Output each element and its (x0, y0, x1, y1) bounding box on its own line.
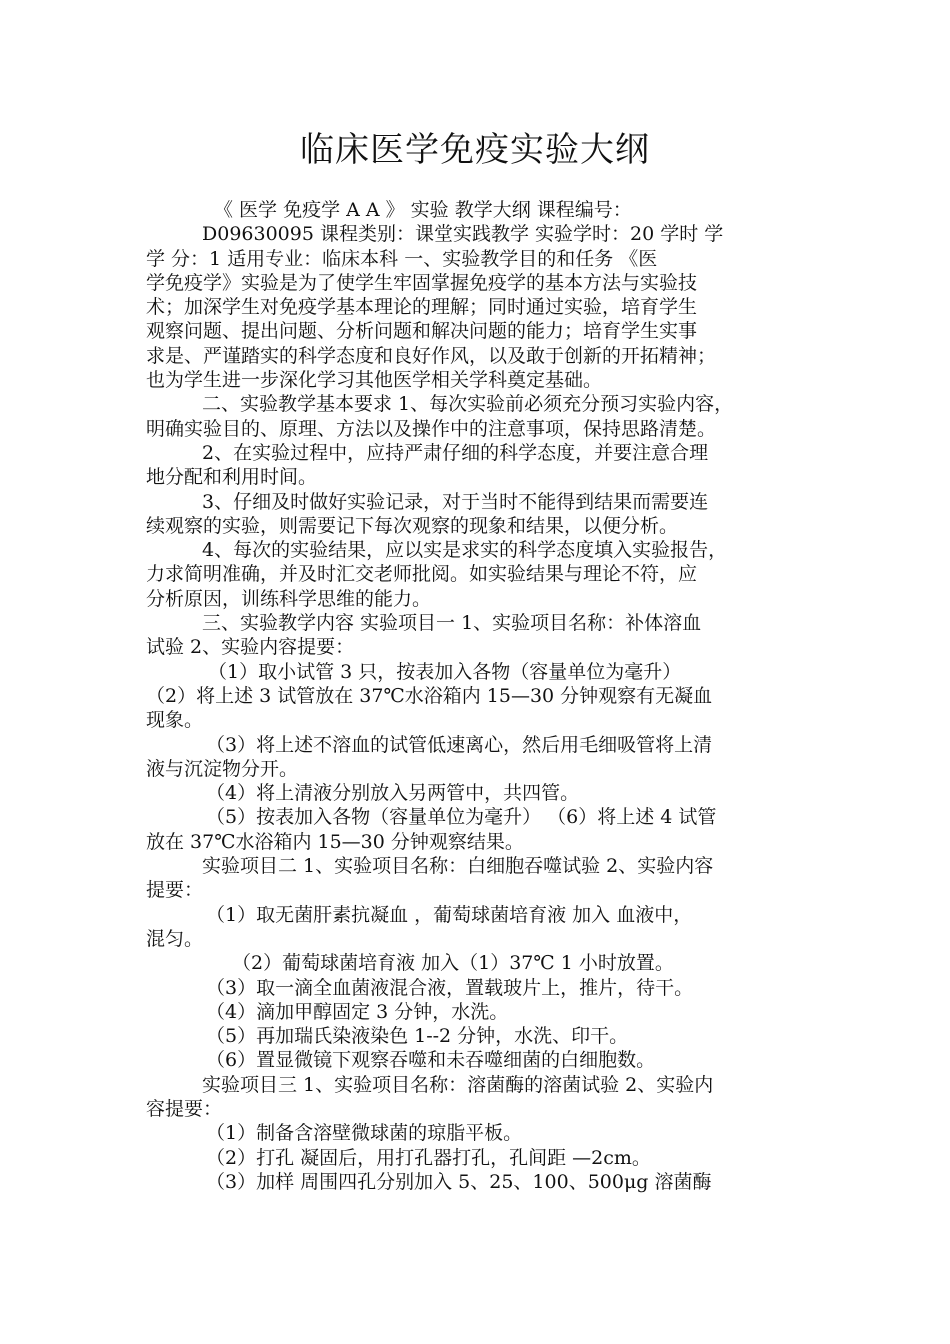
document-title: 临床医学免疫实验大纲 (300, 130, 650, 170)
text-line: 地分配和利用时间。 (146, 466, 318, 489)
text-line: 力求简明准确，并及时汇交老师批阅。如实验结果与理论不符，应 (146, 563, 698, 586)
text-line: 4、每次的实验结果，应以实是求实的科学态度填入实验报告， (202, 539, 728, 562)
text-line: （2）打孔 凝固后，用打孔器打孔，孔间距 —2cm。 (206, 1146, 651, 1169)
text-line: （4）滴加甲醇固定 3 分钟，水洗。 (206, 1000, 509, 1023)
text-line: 学 分：1 适用专业：临床本科 一、实验教学目的和任务 《医 (146, 247, 658, 270)
text-line: 续观察的实验，则需要记下每次观察的现象和结果，以便分析。 (146, 514, 679, 537)
text-line: 混匀。 (146, 927, 204, 950)
text-line: 也为学生进一步深化学习其他医学相关学科奠定基础。 (146, 369, 603, 392)
text-line: 提要： (146, 879, 204, 902)
document-body (146, 198, 814, 1194)
text-line: 二、实验教学基本要求 1、每次实验前必须充分预习实验内容， (202, 393, 734, 416)
text-line: 试验 2、实验内容提要： (146, 636, 355, 659)
text-line: 实验项目三 1、实验项目名称：溶菌酶的溶菌试验 2、实验内 (202, 1073, 714, 1096)
text-line: （3）加样 周围四孔分别加入 5、25、100、500μg 溶菌酶 (206, 1170, 712, 1193)
text-line: （1）取小试管 3 只，按表加入各物（容量单位为毫升） (208, 660, 682, 683)
text-line: 观察问题、提出问题、分析问题和解决问题的能力；培育学生实事 (146, 320, 698, 343)
text-line: 3、仔细及时做好实验记录，对于当时不能得到结果而需要连 (202, 490, 709, 513)
text-line: 求是、严谨踏实的科学态度和良好作风，以及敢于创新的开拓精神； (146, 344, 717, 367)
text-line: 三、实验教学内容 实验项目一 1、实验项目名称：补体溶血 (202, 612, 702, 635)
text-line: 现象。 (146, 709, 204, 732)
text-line: 放在 37℃水浴箱内 15—30 分钟观察结果。 (146, 830, 524, 853)
text-line: （4）将上清液分别放入另两管中，共四管。 (206, 782, 580, 805)
text-line: 术；加深学生对免疫学基本理论的理解；同时通过实验，培育学生 (146, 296, 698, 319)
text-line: （3）将上述不溶血的试管低速离心，然后用毛细吸管将上清 (206, 733, 713, 756)
text-line: （1）取无菌肝素抗凝血 ，葡萄球菌培育液 加入 血液中， (206, 903, 693, 926)
text-line: （6）置显微镜下观察吞噬和未吞噬细菌的白细胞数。 (206, 1049, 656, 1072)
text-line: 分析原因，训练科学思维的能力。 (146, 587, 432, 610)
text-line: （1）制备含溶壁微球菌的琼脂平板。 (206, 1122, 523, 1145)
text-line: 学免疫学》实验是为了使学生牢固掌握免疫学的基本方法与实验技 (146, 271, 698, 294)
text-line: 液与沉淀物分开。 (146, 757, 299, 780)
text-line: （5）按表加入各物（容量单位为毫升） （6）将上述 4 试管 (206, 806, 717, 829)
text-line: 容提要： (146, 1097, 223, 1120)
text-line: D09630095 课程类别：课堂实践教学 实验学时：20 学时 学 (202, 223, 724, 246)
text-line: 实验项目二 1、实验项目名称：白细胞吞噬试验 2、实验内容 (202, 855, 714, 878)
text-line: （5）再加瑞氏染液染色 1--2 分钟，水洗、印干。 (206, 1025, 629, 1048)
text-line: （2）将上述 3 试管放在 37℃水浴箱内 15—30 分钟观察有无凝血 (146, 684, 713, 707)
text-line: 明确实验目的、原理、方法以及操作中的注意事项，保持思路清楚。 (146, 417, 717, 440)
text-line: 2、在实验过程中，应持严肃仔细的科学态度，并要注意合理 (202, 441, 709, 464)
text-line: 《 医学 免疫学 A A 》 实验 教学大纲 课程编号： (214, 199, 632, 221)
text-line: （2）葡萄球菌培育液 加入（1）37℃ 1 小时放置。 (232, 952, 674, 975)
text-line: （3）取一滴全血菌液混合液，置载玻片上，推片，待干。 (206, 976, 694, 999)
